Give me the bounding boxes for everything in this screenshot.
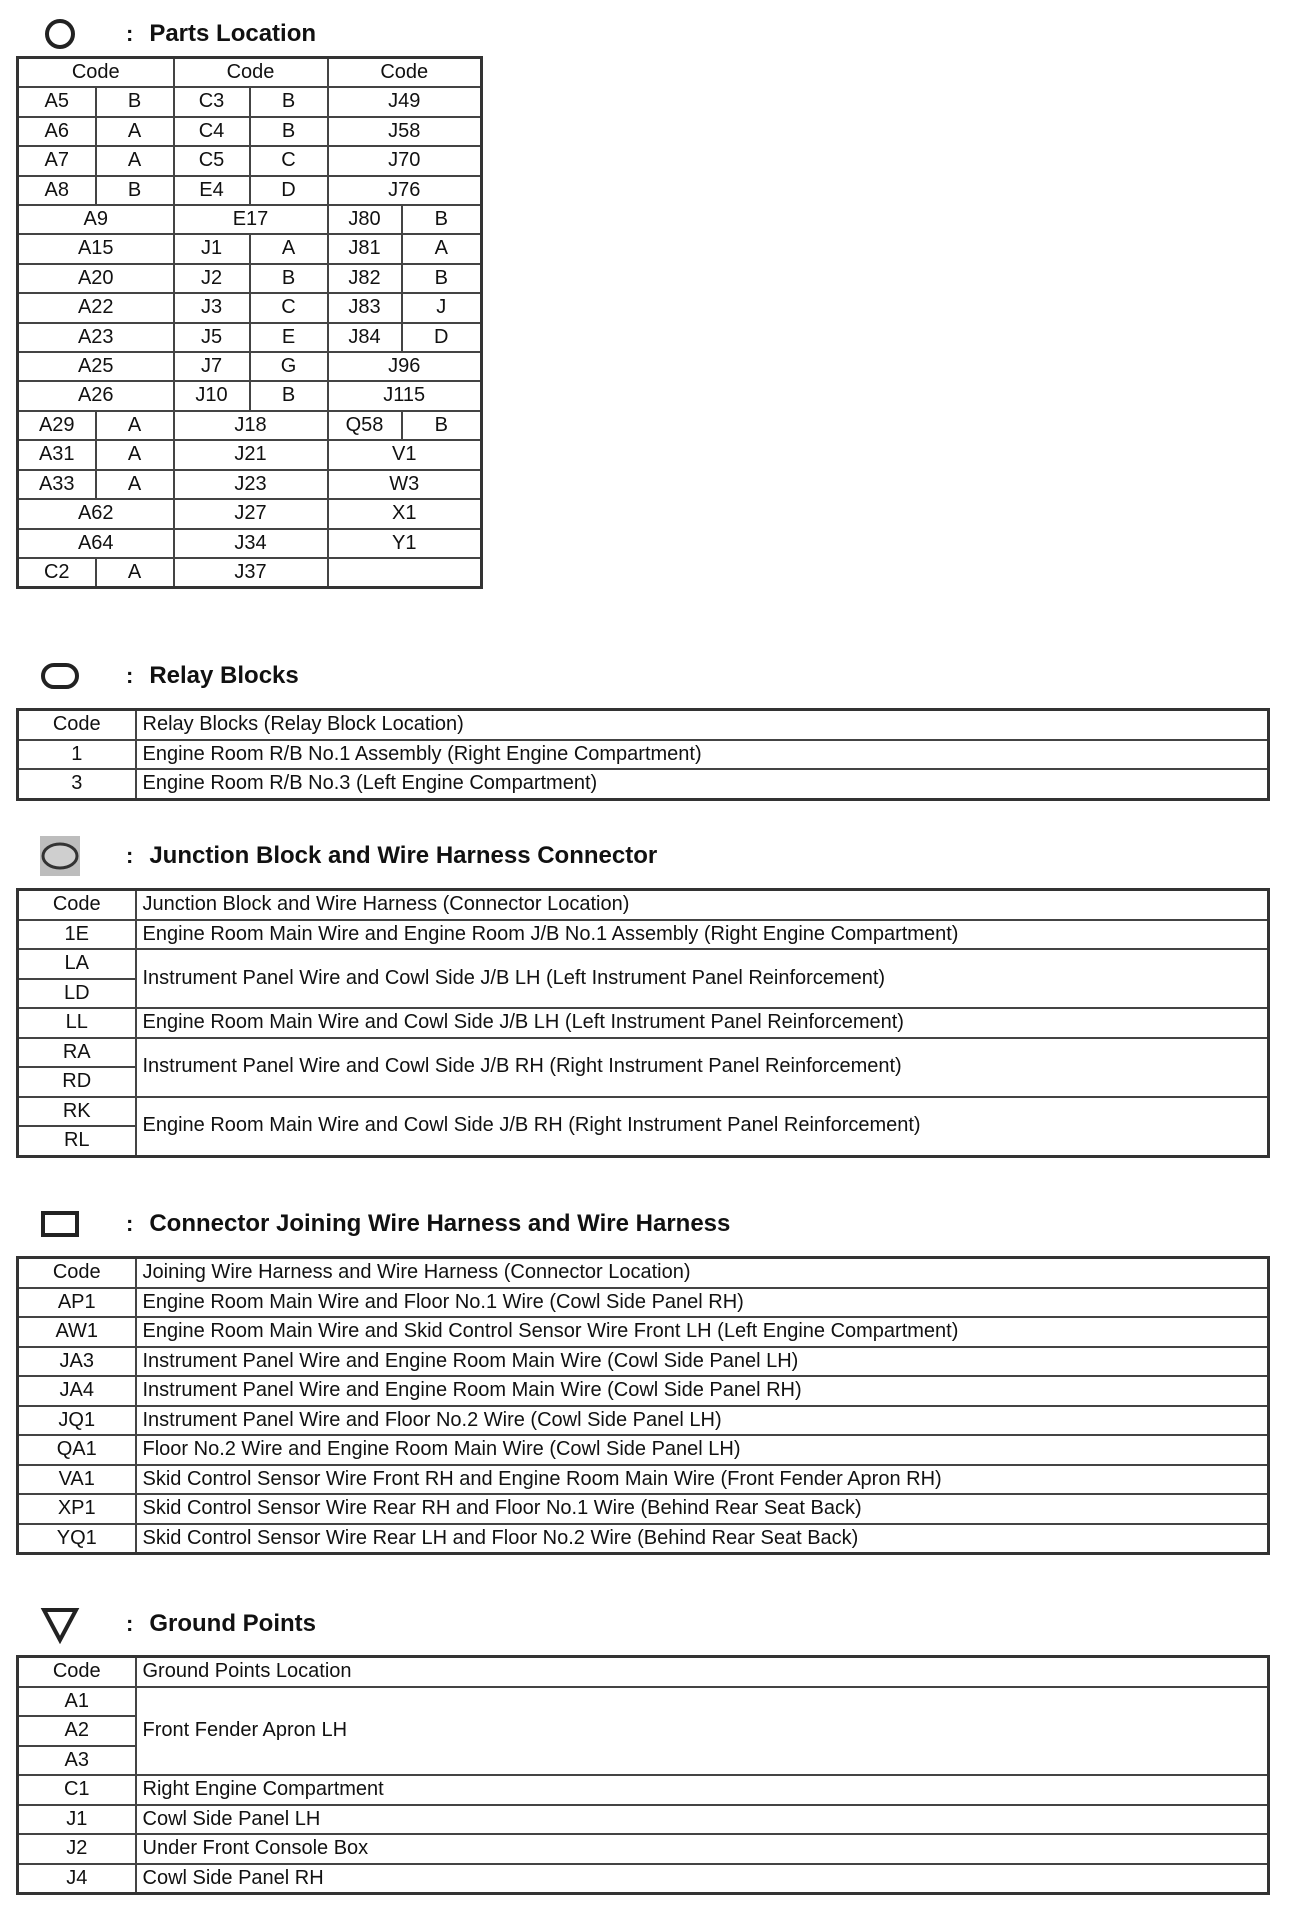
location-cell: Engine Room Main Wire and Cowl Side J/B LH (Left Instrument Panel Reinforcement) (136, 1008, 1269, 1038)
table-row (18, 1524, 1269, 1554)
code-cell: B (250, 87, 328, 116)
column-header: Code (328, 58, 482, 88)
colon: : (126, 843, 134, 868)
code-cell: E (250, 323, 328, 352)
code-cell: J (402, 293, 482, 322)
code-cell: JA4 (18, 1376, 136, 1406)
code-cell: W3 (328, 470, 482, 499)
location-cell: Engine Room Main Wire and Floor No.1 Wire (Cowl Side Panel RH) (136, 1288, 1269, 1318)
code-cell: J58 (328, 117, 482, 146)
code-cell: J84 (328, 323, 402, 352)
code-cell: C (250, 146, 328, 175)
code-cell: C3 (174, 87, 250, 116)
table-row (18, 1097, 1269, 1127)
code-cell: J2 (18, 1834, 136, 1864)
table-row (18, 264, 482, 293)
code-cell: B (250, 264, 328, 293)
code-cell: J81 (328, 234, 402, 263)
code-cell: B (402, 411, 482, 440)
ground-points-table (16, 1655, 1270, 1895)
code-cell: J7 (174, 352, 250, 381)
section-title: Junction Block and Wire Harness Connector (149, 842, 658, 869)
code-cell: RK (18, 1097, 136, 1127)
header-row (18, 58, 482, 88)
section-title: Parts Location (149, 20, 317, 47)
code-cell: Q58 (328, 411, 402, 440)
code-cell: A (402, 234, 482, 263)
table-row (18, 293, 482, 322)
code-cell: J27 (174, 499, 328, 528)
header-row (18, 1258, 1269, 1288)
code-cell: C1 (18, 1775, 136, 1805)
code-cell: A20 (18, 264, 174, 293)
parts-location-table (16, 56, 483, 589)
code-cell: J37 (174, 558, 328, 588)
location-header: Relay Blocks (Relay Block Location) (136, 710, 1269, 740)
code-cell: J76 (328, 176, 482, 205)
code-cell: J10 (174, 381, 250, 410)
code-cell: J34 (174, 529, 328, 558)
section-title: Connector Joining Wire Harness and Wire Harness (149, 1210, 731, 1237)
code-cell: C4 (174, 117, 250, 146)
table-row (18, 769, 1269, 799)
table-row (18, 1805, 1269, 1835)
code-cell: C (250, 293, 328, 322)
location-cell: Engine Room R/B No.1 Assembly (Right Engine Compartment) (136, 740, 1269, 770)
code-cell: J18 (174, 411, 328, 440)
code-cell: JQ1 (18, 1406, 136, 1436)
code-cell: J1 (174, 234, 250, 263)
code-cell: E17 (174, 205, 328, 234)
code-cell: QA1 (18, 1435, 136, 1465)
code-cell: XP1 (18, 1494, 136, 1524)
code-cell: J96 (328, 352, 482, 381)
code-cell: RD (18, 1067, 136, 1097)
code-cell: A6 (18, 117, 96, 146)
header-row (18, 890, 1269, 920)
code-cell: J5 (174, 323, 250, 352)
triangle-symbol-icon (40, 1604, 80, 1644)
code-cell: A9 (18, 205, 174, 234)
table-row (18, 352, 482, 381)
location-cell: Instrument Panel Wire and Floor No.2 Wire (Cowl Side Panel LH) (136, 1406, 1269, 1436)
code-cell: A1 (18, 1687, 136, 1717)
code-cell: E4 (174, 176, 250, 205)
table-row (18, 1775, 1269, 1805)
code-cell: J1 (18, 1805, 136, 1835)
code-cell: A7 (18, 146, 96, 175)
location-cell: Instrument Panel Wire and Engine Room Main Wire (Cowl Side Panel RH) (136, 1376, 1269, 1406)
location-header: Junction Block and Wire Harness (Connector Location) (136, 890, 1269, 920)
section-title: Relay Blocks (149, 662, 299, 689)
code-header: Code (18, 1657, 136, 1687)
location-cell: Skid Control Sensor Wire Rear LH and Floor No.2 Wire (Behind Rear Seat Back) (136, 1524, 1269, 1554)
code-header: Code (18, 710, 136, 740)
code-cell: A29 (18, 411, 96, 440)
code-cell: C2 (18, 558, 96, 588)
code-cell: RA (18, 1038, 136, 1068)
code-cell: D (402, 323, 482, 352)
code-cell: X1 (328, 499, 482, 528)
location-cell: Engine Room Main Wire and Skid Control Sensor Wire Front LH (Left Engine Compartment) (136, 1317, 1269, 1347)
location-cell: Cowl Side Panel RH (136, 1864, 1269, 1894)
code-cell: J80 (328, 205, 402, 234)
table-row (18, 1317, 1269, 1347)
code-cell: J3 (174, 293, 250, 322)
code-header: Code (18, 890, 136, 920)
code-cell: Y1 (328, 529, 482, 558)
table-row (18, 1687, 1269, 1717)
table-row (18, 381, 482, 410)
section-title: Ground Points (149, 1610, 316, 1637)
table-row (18, 440, 482, 469)
connector-joining-heading (40, 1204, 730, 1244)
table-row (18, 234, 482, 263)
rounded-oval-symbol-icon (40, 656, 80, 696)
code-cell: J21 (174, 440, 328, 469)
table-row (18, 529, 482, 558)
code-cell: LA (18, 949, 136, 979)
code-cell: A23 (18, 323, 174, 352)
relay-blocks-table (16, 708, 1270, 801)
junction-block-table (16, 888, 1270, 1158)
code-cell: A2 (18, 1716, 136, 1746)
code-cell: J2 (174, 264, 250, 293)
code-cell: A64 (18, 529, 174, 558)
colon: : (126, 663, 134, 688)
junction-block-heading (40, 836, 657, 876)
table-row (18, 740, 1269, 770)
location-cell: Right Engine Compartment (136, 1775, 1269, 1805)
code-cell: G (250, 352, 328, 381)
location-cell: Engine Room Main Wire and Cowl Side J/B RH (Right Instrument Panel Reinforcement) (136, 1097, 1269, 1157)
table-row (18, 1864, 1269, 1894)
code-cell: A25 (18, 352, 174, 381)
code-cell: D (250, 176, 328, 205)
code-cell: A26 (18, 381, 174, 410)
code-cell: LL (18, 1008, 136, 1038)
code-cell: YQ1 (18, 1524, 136, 1554)
code-cell: A (96, 411, 174, 440)
code-cell: A31 (18, 440, 96, 469)
code-cell: A33 (18, 470, 96, 499)
code-cell: 1 (18, 740, 136, 770)
location-cell: Engine Room Main Wire and Engine Room J/B No.1 Assembly (Right Engine Compartment) (136, 920, 1269, 950)
table-row (18, 558, 482, 588)
table-row (18, 1494, 1269, 1524)
ground-points-heading (40, 1604, 316, 1644)
code-cell: A (96, 440, 174, 469)
code-cell: 3 (18, 769, 136, 799)
code-cell: JA3 (18, 1347, 136, 1377)
code-cell: B (96, 87, 174, 116)
code-cell: AW1 (18, 1317, 136, 1347)
code-cell: J49 (328, 87, 482, 116)
table-row (18, 323, 482, 352)
code-cell: LD (18, 979, 136, 1009)
table-row (18, 176, 482, 205)
shaded-oval-symbol-icon (40, 836, 80, 876)
code-cell: A (96, 470, 174, 499)
table-row (18, 949, 1269, 979)
code-cell: VA1 (18, 1465, 136, 1495)
table-row (18, 1038, 1269, 1068)
location-cell: Skid Control Sensor Wire Front RH and Engine Room Main Wire (Front Fender Apron RH) (136, 1465, 1269, 1495)
relay-blocks-heading (40, 656, 299, 696)
table-row (18, 470, 482, 499)
table-row (18, 1406, 1269, 1436)
table-row (18, 117, 482, 146)
code-cell: J115 (328, 381, 482, 410)
location-header: Joining Wire Harness and Wire Harness (Connector Location) (136, 1258, 1269, 1288)
code-cell: B (402, 205, 482, 234)
table-row (18, 411, 482, 440)
code-cell: A (250, 234, 328, 263)
code-cell: A5 (18, 87, 96, 116)
connector-joining-table (16, 1256, 1270, 1555)
location-cell: Engine Room R/B No.3 (Left Engine Compartment) (136, 769, 1269, 799)
code-cell: AP1 (18, 1288, 136, 1318)
code-cell: B (96, 176, 174, 205)
code-header: Code (18, 1258, 136, 1288)
table-row (18, 146, 482, 175)
table-row (18, 1008, 1269, 1038)
table-row (18, 87, 482, 116)
code-cell: A (96, 117, 174, 146)
code-cell: A (96, 558, 174, 588)
location-cell: Front Fender Apron LH (136, 1687, 1269, 1776)
code-cell: A3 (18, 1746, 136, 1776)
code-cell: J23 (174, 470, 328, 499)
colon: : (126, 1611, 134, 1636)
location-cell: Instrument Panel Wire and Cowl Side J/B RH (Right Instrument Panel Reinforcement) (136, 1038, 1269, 1097)
table-row (18, 1376, 1269, 1406)
table-row (18, 1834, 1269, 1864)
location-cell: Under Front Console Box (136, 1834, 1269, 1864)
table-row (18, 1465, 1269, 1495)
code-cell: J4 (18, 1864, 136, 1894)
code-cell: B (402, 264, 482, 293)
code-cell: 1E (18, 920, 136, 950)
rectangle-symbol-icon (40, 1204, 80, 1244)
location-cell: Skid Control Sensor Wire Rear RH and Floor No.1 Wire (Behind Rear Seat Back) (136, 1494, 1269, 1524)
location-cell: Cowl Side Panel LH (136, 1805, 1269, 1835)
column-header: Code (174, 58, 328, 88)
location-cell: Instrument Panel Wire and Engine Room Main Wire (Cowl Side Panel LH) (136, 1347, 1269, 1377)
code-cell: J70 (328, 146, 482, 175)
location-cell: Instrument Panel Wire and Cowl Side J/B LH (Left Instrument Panel Reinforcement) (136, 949, 1269, 1008)
code-cell: A15 (18, 234, 174, 263)
colon: : (126, 1211, 134, 1236)
code-cell: B (250, 381, 328, 410)
circle-symbol-icon (40, 14, 80, 54)
table-row (18, 499, 482, 528)
table-row (18, 1288, 1269, 1318)
code-cell: A8 (18, 176, 96, 205)
table-row (18, 1435, 1269, 1465)
code-cell: A22 (18, 293, 174, 322)
code-cell (328, 558, 482, 588)
header-row (18, 710, 1269, 740)
column-header: Code (18, 58, 174, 88)
table-row (18, 920, 1269, 950)
code-cell: B (250, 117, 328, 146)
code-cell: RL (18, 1126, 136, 1156)
code-cell: C5 (174, 146, 250, 175)
code-cell: A62 (18, 499, 174, 528)
table-row (18, 205, 482, 234)
code-cell: J82 (328, 264, 402, 293)
colon: : (126, 21, 134, 46)
code-cell: V1 (328, 440, 482, 469)
parts-location-heading (40, 14, 316, 54)
header-row (18, 1657, 1269, 1687)
code-cell: A (96, 146, 174, 175)
location-header: Ground Points Location (136, 1657, 1269, 1687)
location-cell: Floor No.2 Wire and Engine Room Main Wire (Cowl Side Panel LH) (136, 1435, 1269, 1465)
table-row (18, 1347, 1269, 1377)
code-cell: J83 (328, 293, 402, 322)
